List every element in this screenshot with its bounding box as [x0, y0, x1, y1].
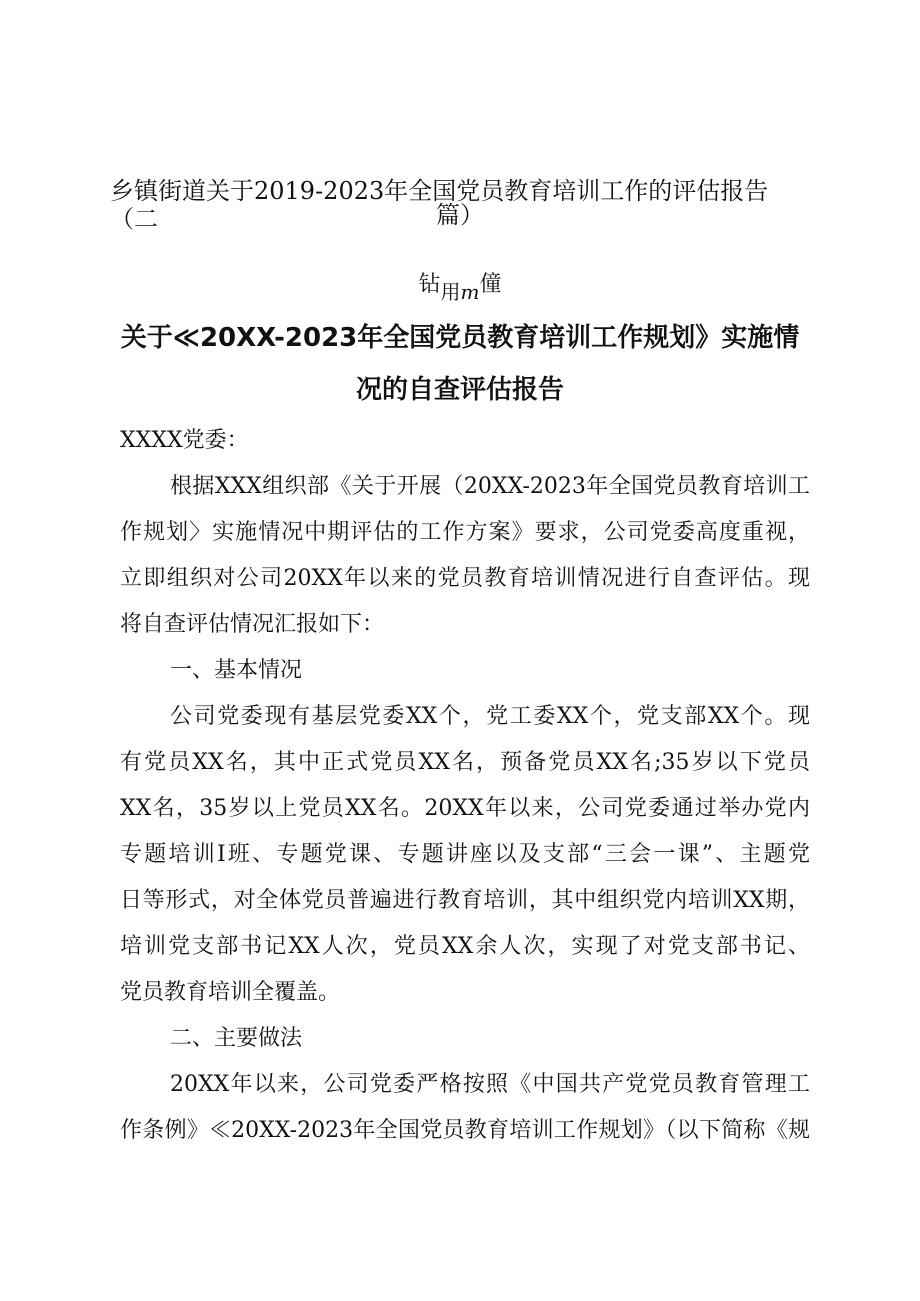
salutation: XXXX党委： [120, 428, 249, 453]
document-title-line-2: 篇） [436, 201, 484, 229]
section-2-title: 二、主要做法 [170, 1026, 303, 1051]
paragraph-1-line: 作规划〉实施情况中期评估的工作方案》要求，公司党委高度重视， [120, 520, 810, 545]
seal-char-2: 用 [440, 280, 461, 304]
paragraph-2-line: 培训党支部书记XX人次，党员XX余人次，实现了对党支部书记、 [120, 934, 810, 959]
report-heading-line-1: 关于≪20XX-2023年全国党员教育培训工作规划》实施情 [120, 323, 800, 353]
paragraph-2-line: 公司党委现有基层党委XX个，党工委XX个，党支部XX个。现 [170, 704, 810, 729]
report-heading-line-2: 况的自查评估报告 [355, 375, 564, 405]
paragraph-1-line: 立即组织对公司20XX年以来的党员教育培训情况进行自查评估。现 [120, 566, 810, 591]
paragraph-2-line: 日等形式，对全体党员普遍进行教育培训，其中组织党内培训XX期， [120, 888, 810, 913]
paragraph-2-line: XX名，35岁以上党员XX名。20XX年以来，公司党委通过举办党内 [120, 796, 810, 821]
paragraph-3-line: 作条例》≪20XX-2023年全国党员教育培训工作规划》（以下简称《规 [120, 1118, 810, 1143]
paragraph-1-line: 根据XXX组织部《关于开展（20XX-2023年全国党员教育培训工 [170, 474, 810, 499]
paragraph-3-line: 20XX年以来，公司党委严格按照《中国共产党党员教育管理工 [170, 1072, 810, 1097]
seal-char-1: 钻 [418, 272, 441, 297]
paragraph-2-line: 专题培训I班、专题党课、专题讲座以及支部“三会一课”、主题党 [120, 842, 810, 867]
section-1-title: 一、基本情况 [170, 658, 303, 683]
paragraph-2-line: 有党员XX名，其中正式党员XX名，预备党员XX名;35岁以下党员 [120, 750, 810, 775]
seal-mark: m [460, 280, 480, 304]
seal-stamp [0, 270, 920, 304]
document-title-line-1: 乡镇街道关于2019-2023年全国党员教育培训工作的评估报告（二 [110, 177, 769, 233]
paragraph-2-line: 党员教育培训全覆盖。 [120, 980, 341, 1005]
seal-char-3: 僮 [479, 272, 502, 297]
paragraph-1-line: 将自查评估情况汇报如下： [120, 612, 385, 637]
